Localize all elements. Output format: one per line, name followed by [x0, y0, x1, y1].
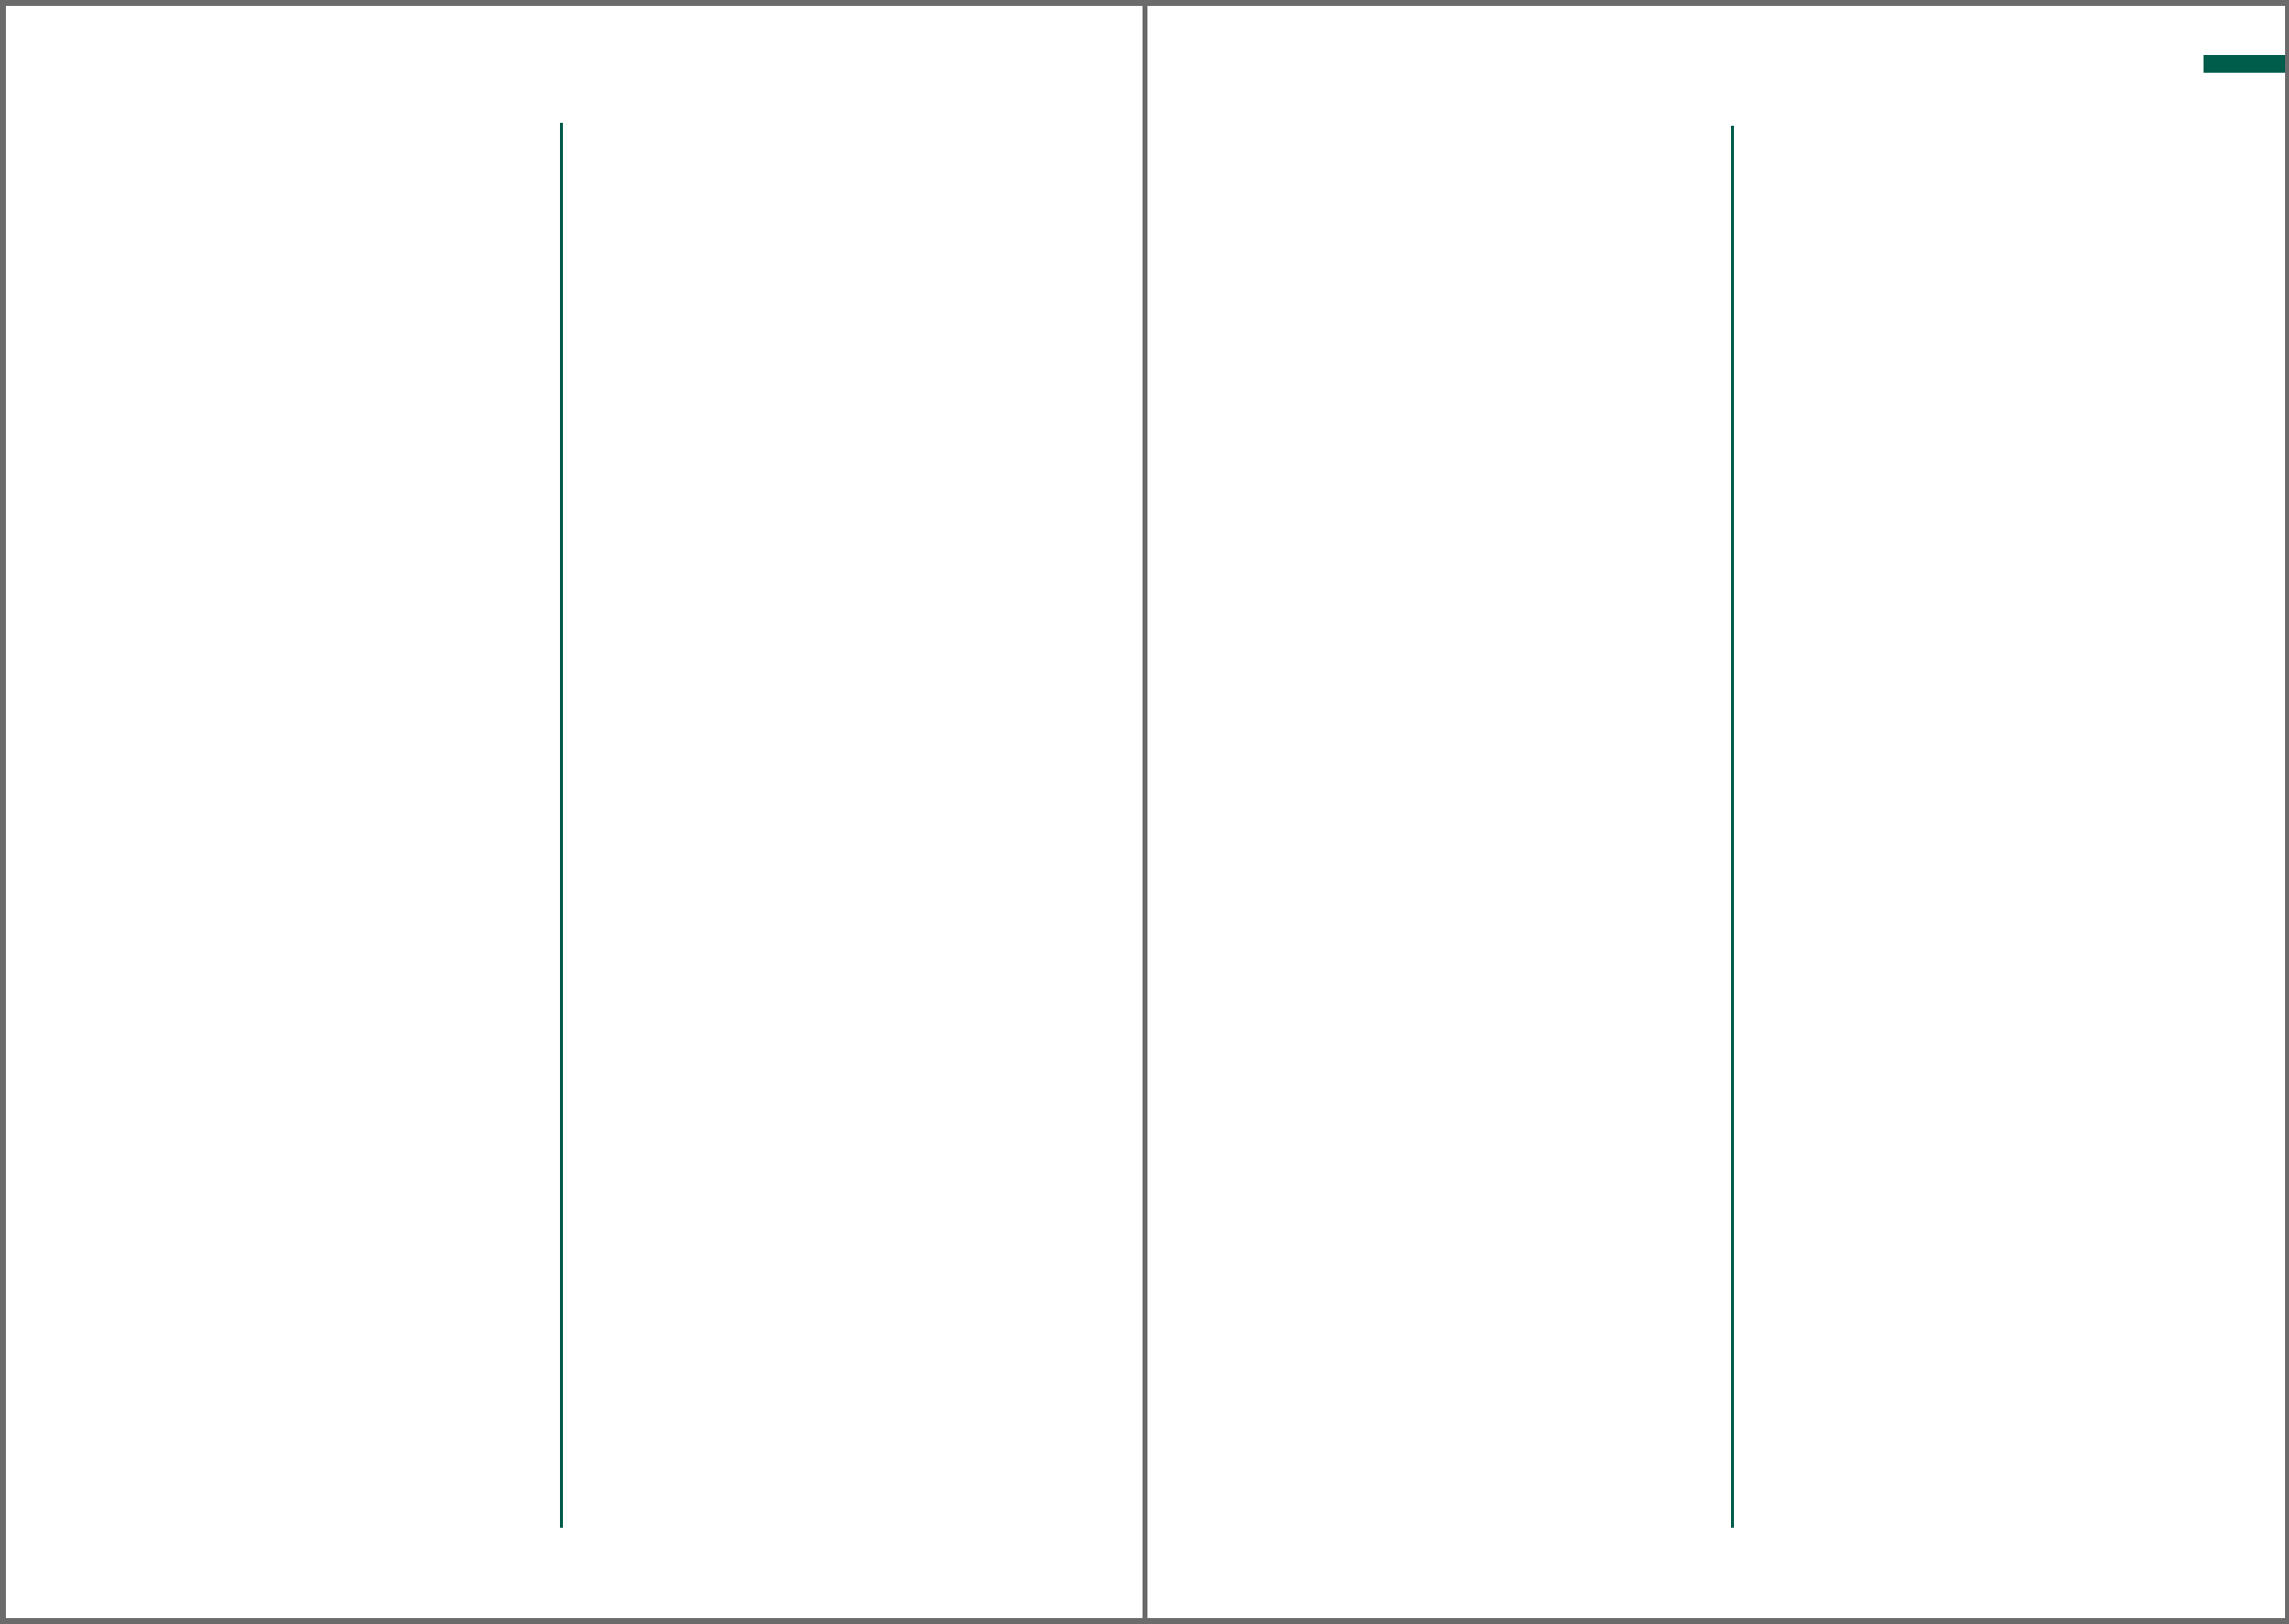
chapter-tab-bar: [2204, 55, 2285, 73]
column-left-2: [582, 116, 1033, 1531]
column-right-1: [1267, 116, 1719, 1531]
column-right-2: [1751, 116, 2203, 1531]
page-fold: [1143, 0, 1147, 1624]
column-divider-left: [560, 123, 563, 1528]
column-left-1: [100, 116, 552, 1531]
column-divider-right: [1731, 126, 1734, 1528]
chapter-tab-label: [2230, 84, 2263, 106]
